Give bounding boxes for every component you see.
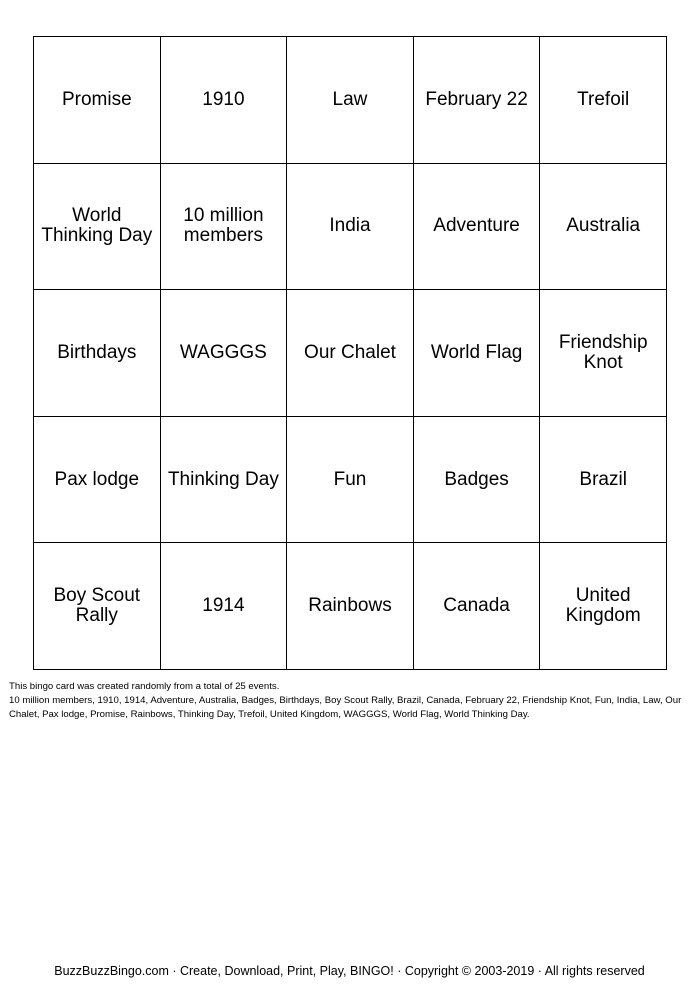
bingo-cell: Law: [287, 37, 414, 164]
bingo-cell: 10 million members: [160, 163, 287, 290]
bingo-cell: February 22: [413, 37, 540, 164]
bingo-row: [34, 543, 667, 670]
bingo-cell: Australia: [540, 163, 667, 290]
bingo-cell: Birthdays: [34, 290, 161, 417]
bingo-card: [33, 36, 667, 670]
bingo-cell: Promise: [34, 37, 161, 164]
bingo-cell: WAGGGS: [160, 290, 287, 417]
bingo-row: [34, 37, 667, 164]
event-list-text: 10 million members, 1910, 1914, Adventure, Australia, Badges, Birthdays, Boy Scout Rally, Brazil, Canada, February 22, Friendship Knot, Fun, India, Law, Our Chalet, Pax lodge, Promise, Rainbows, Thinking Day, Trefoil, United Kingdom, WAGGGS, World Flag, World Thinking Day.: [9, 695, 682, 720]
bingo-cell: 1914: [160, 543, 287, 670]
footer-copyright: BuzzBuzzBingo.com · Create, Download, Print, Play, BINGO! · Copyright © 2003-2019 · All rights reserved: [54, 964, 645, 978]
bingo-cell: World Flag: [413, 290, 540, 417]
bingo-cell: India: [287, 163, 414, 290]
bingo-cell: Thinking Day: [160, 416, 287, 543]
bingo-cell: 1910: [160, 37, 287, 164]
bingo-cell: Rainbows: [287, 543, 414, 670]
bingo-cell: United Kingdom: [540, 543, 667, 670]
bingo-cell: Fun: [287, 416, 414, 543]
bingo-cell: Brazil: [540, 416, 667, 543]
bingo-row: [34, 163, 667, 290]
bingo-cell: World Thinking Day: [34, 163, 161, 290]
card-intro-text: This bingo card was created randomly from a total of 25 events.: [9, 681, 280, 692]
bingo-cell: Our Chalet: [287, 290, 414, 417]
bingo-cell: Friendship Knot: [540, 290, 667, 417]
bingo-cell: Canada: [413, 543, 540, 670]
bingo-cell: Boy Scout Rally: [34, 543, 161, 670]
bingo-cell: Trefoil: [540, 37, 667, 164]
bingo-cell: Pax lodge: [34, 416, 161, 543]
bingo-cell: Badges: [413, 416, 540, 543]
bingo-row: [34, 416, 667, 543]
bingo-row: [34, 290, 667, 417]
bingo-cell: Adventure: [413, 163, 540, 290]
card-description: [9, 680, 689, 722]
